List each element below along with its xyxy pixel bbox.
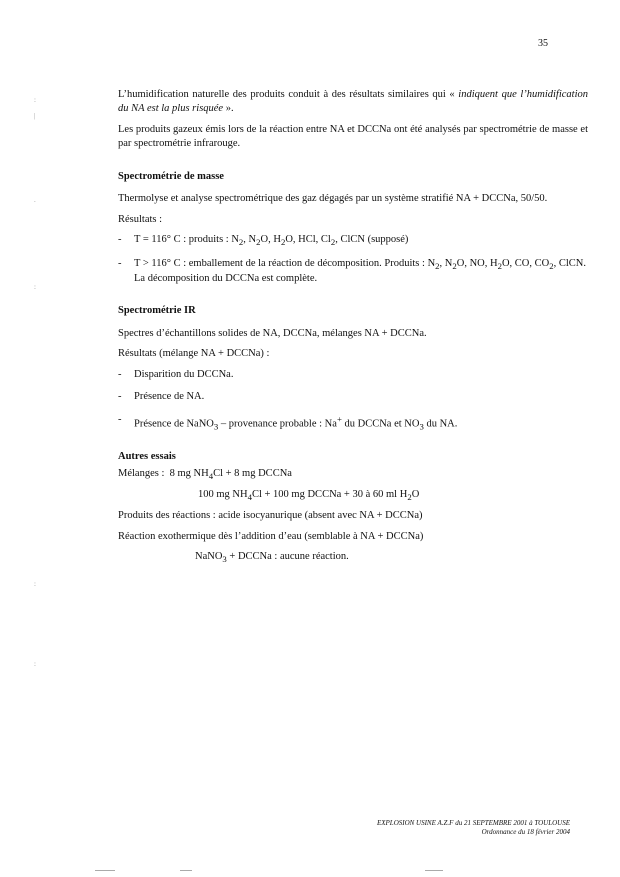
margin-mark: | (34, 112, 36, 120)
list-item: - Présence de NA. (118, 390, 588, 404)
page-body (118, 88, 588, 571)
heading-ir-spectrometry: Spectrométrie IR (118, 305, 196, 317)
ir-results-list (118, 368, 588, 433)
margin-mark: : (34, 96, 36, 104)
section-ir-spectrometry (118, 304, 588, 432)
margin-mark: : (34, 660, 36, 668)
footer-title: EXPLOSION USINE A.Z.F du 21 SEPTEMBRE 2001 à TOULOUSE (376, 819, 570, 827)
page-number: 35 (538, 38, 548, 49)
intro-paragraph-2: Les produits gazeux émis lors de la réaction entre NA et DCCNa ont été analysés par spectrométrie de masse et par spectrométrie infrarouge. (118, 123, 588, 150)
margin-mark: : (34, 283, 36, 291)
list-item: - T > 116° C : emballement de la réaction de décomposition. Produits : $N_2$, $N_2O$, NO, $H_2O$, CO, $CO_2$, ClCN. La décomposition du DCCNa est complète. (118, 257, 588, 287)
scan-artifact (180, 870, 192, 871)
ir-results-label: Résultats (mélange NA + DCCNa) : (118, 348, 270, 360)
mass-spec-results-label: Résultats : (118, 213, 163, 225)
section-mass-spectrometry (118, 170, 588, 286)
margin-mark: . (34, 196, 36, 204)
footer-ordonnance: Ordonnance du 18 février 2004 (481, 828, 570, 837)
scan-artifact (425, 870, 443, 871)
intro-paragraph-1: L’humidification naturelle des produits conduit à des résultats similaires qui « indiquent que l’humidification du NA est la plus risquée ». (118, 89, 589, 115)
list-item: - T = 116° C : produits : $N_2$, $N_2O$, $H_2O$, HCl, $Cl_2$, ClCN (supposé) (118, 233, 588, 248)
mass-spec-text: Thermolyse et analyse spectrométrique des gaz dégagés par un système stratifié NA + DCCNa, 50/50. (118, 193, 548, 205)
section-other-tests (118, 450, 588, 565)
exothermic-reaction: Réaction exothermique dès l’addition d’eau (semblable à NA + DCCNa) (118, 530, 424, 542)
intro-quote: indiquent que l’humidification du NA est la plus risquée (118, 89, 589, 115)
mass-spec-results-list (118, 233, 588, 286)
scan-artifact (95, 870, 115, 871)
ir-text: Spectres d’échantillons solides de NA, DCCNa, mélanges NA + DCCNa. (118, 327, 427, 339)
heading-other-tests: Autres essais (118, 451, 176, 463)
heading-mass-spectrometry: Spectrométrie de masse (118, 170, 224, 182)
margin-mark: : (34, 580, 36, 588)
reaction-products: Produits des réactions : acide isocyanurique (absent avec NA + DCCNa) (118, 510, 423, 522)
list-item: - Disparition du DCCNa. (118, 368, 588, 382)
mixtures-line-2: 100 mg $NH_4Cl + 100$ mg DCCNa + 30 à 60 ml $H_2O$ (198, 488, 420, 502)
page-footer (340, 819, 570, 838)
nano3-line: NaNO$_3$ + DCCNa : aucune réaction. (195, 551, 349, 565)
mixtures-line-1: Mélanges : 8 mg $NH_4Cl + 8$ mg DCCNa (118, 467, 292, 481)
list-item: - Présence de NaNO$_3$ – provenance probable : Na+ du DCCNa et $NO_3$ du NA. (118, 413, 588, 433)
